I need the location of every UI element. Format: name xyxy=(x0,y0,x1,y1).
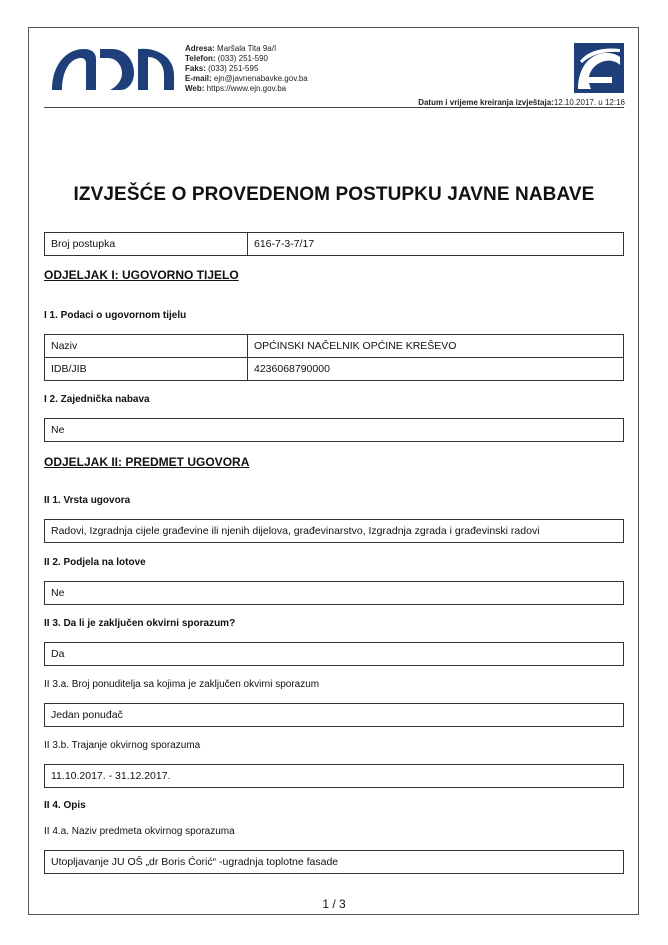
address-value: Maršala Tita 9a/I xyxy=(217,44,277,53)
section-1-heading: ODJELJAK I: UGOVORNO TIJELO xyxy=(44,268,239,282)
ii4-heading: II 4. Opis xyxy=(44,800,86,811)
web-label: Web: xyxy=(185,84,205,93)
i2-heading: I 2. Zajednička nabava xyxy=(44,394,150,405)
ii3a-heading: II 3.a. Broj ponuditelja sa kojima je zaključen okvirni sporazum xyxy=(44,679,320,690)
page-indicator: 1 / 3 xyxy=(322,897,346,911)
ii4a-value: Utopljavanje JU OŠ „dr Boris Ćorić“ -ugradnja toplotne fasade xyxy=(44,850,624,874)
i2-value: Ne xyxy=(44,418,624,442)
name-label: Naziv xyxy=(45,335,248,358)
id-value: 4236068790000 xyxy=(248,358,624,381)
ii3b-value: 11.10.2017. - 31.12.2017. xyxy=(44,764,624,788)
report-date-label: Datum i vrijeme kreiranja izvještaja: xyxy=(418,98,554,107)
email-label: E-mail: xyxy=(185,74,212,83)
ejn-logo xyxy=(50,43,176,91)
table-row xyxy=(45,358,624,381)
ii2-value: Ne xyxy=(44,581,624,605)
fax-value: (033) 251-595 xyxy=(208,64,259,73)
procedure-label: Broj postupka xyxy=(45,233,248,256)
contracting-authority-table xyxy=(44,334,624,381)
contact-block xyxy=(185,44,308,94)
procedure-table xyxy=(44,232,624,256)
ii2-heading: II 2. Podjela na lotove xyxy=(44,557,146,568)
e-logo-icon xyxy=(574,43,624,93)
ii3b-heading: II 3.b. Trajanje okvirnog sporazuma xyxy=(44,740,201,751)
phone-label: Telefon: xyxy=(185,54,216,63)
name-value: OPĆINSKI NAČELNIK OPĆINE KREŠEVO xyxy=(248,335,624,358)
report-date xyxy=(418,98,625,107)
ii3-heading: II 3. Da li je zaključen okvirni sporazum? xyxy=(44,618,236,629)
address-label: Adresa: xyxy=(185,44,215,53)
email-value[interactable]: ejn@javnenabavke.gov.ba xyxy=(213,74,308,83)
ii1-value: Radovi, Izgradnja cijele građevine ili njenih dijelova, građevinarstvo, Izgradnja zgrada i građevinski radovi xyxy=(44,519,624,543)
ii4a-heading: II 4.a. Naziv predmeta okvirnog sporazuma xyxy=(44,826,235,837)
id-label: IDB/JIB xyxy=(45,358,248,381)
table-row xyxy=(45,335,624,358)
ii1-heading: II 1. Vrsta ugovora xyxy=(44,495,131,506)
fax-label: Faks: xyxy=(185,64,206,73)
ii3-value: Da xyxy=(44,642,624,666)
procedure-value: 616-7-3-7/17 xyxy=(248,233,624,256)
section-2-heading: ODJELJAK II: PREDMET UGOVORA xyxy=(44,455,250,469)
report-date-value: 12.10.2017. u 12:16 xyxy=(553,98,625,107)
ii3a-value: Jedan ponuđač xyxy=(44,703,624,727)
document-title: IZVJEŠĆE O PROVEDENOM POSTUPKU JAVNE NABAVE xyxy=(73,184,595,205)
table-row xyxy=(45,233,624,256)
web-value[interactable]: https://www.ejn.gov.ba xyxy=(206,84,287,93)
header-divider xyxy=(44,107,624,108)
i1-heading: I 1. Podaci o ugovornom tijelu xyxy=(44,310,187,321)
phone-value: (033) 251-590 xyxy=(217,54,269,63)
